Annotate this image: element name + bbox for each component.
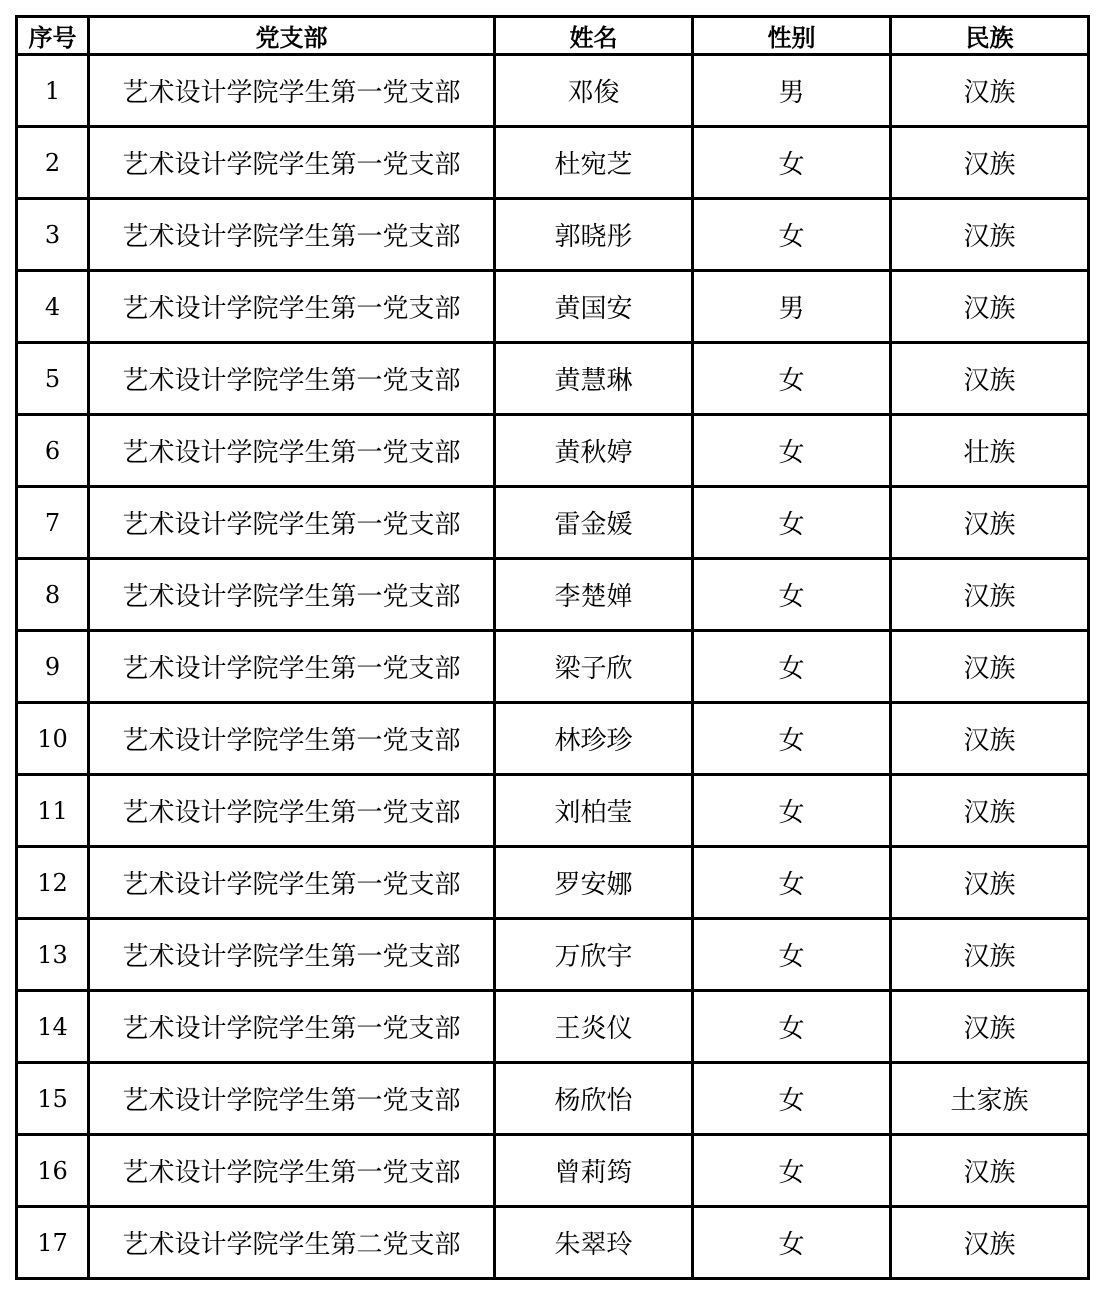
cell-name: 杨欣怡 xyxy=(495,1063,693,1135)
cell-gender: 女 xyxy=(693,415,891,487)
cell-serial: 3 xyxy=(17,199,89,271)
cell-serial: 15 xyxy=(17,1063,89,1135)
cell-ethnicity: 汉族 xyxy=(891,559,1089,631)
table-row xyxy=(17,559,1089,631)
table-row xyxy=(17,415,1089,487)
table-row xyxy=(17,55,1089,127)
cell-name: 杜宛芝 xyxy=(495,127,693,199)
cell-gender: 女 xyxy=(693,343,891,415)
table-row xyxy=(17,919,1089,991)
cell-serial: 17 xyxy=(17,1207,89,1279)
cell-branch: 艺术设计学院学生第一党支部 xyxy=(89,199,495,271)
cell-branch: 艺术设计学院学生第一党支部 xyxy=(89,847,495,919)
member-table xyxy=(15,15,1090,1280)
cell-serial: 2 xyxy=(17,127,89,199)
cell-name: 梁子欣 xyxy=(495,631,693,703)
cell-gender: 女 xyxy=(693,1135,891,1207)
cell-ethnicity: 汉族 xyxy=(891,703,1089,775)
cell-ethnicity: 汉族 xyxy=(891,775,1089,847)
cell-name: 万欣宇 xyxy=(495,919,693,991)
cell-ethnicity: 汉族 xyxy=(891,1135,1089,1207)
header-serial: 序号 xyxy=(17,17,89,55)
cell-serial: 14 xyxy=(17,991,89,1063)
cell-name: 朱翠玲 xyxy=(495,1207,693,1279)
cell-ethnicity: 汉族 xyxy=(891,847,1089,919)
cell-name: 曾莉筠 xyxy=(495,1135,693,1207)
header-branch: 党支部 xyxy=(89,17,495,55)
cell-name: 罗安娜 xyxy=(495,847,693,919)
cell-gender: 女 xyxy=(693,703,891,775)
cell-serial: 7 xyxy=(17,487,89,559)
cell-gender: 女 xyxy=(693,1207,891,1279)
header-ethnicity: 民族 xyxy=(891,17,1089,55)
cell-ethnicity: 汉族 xyxy=(891,1207,1089,1279)
cell-ethnicity: 汉族 xyxy=(891,199,1089,271)
cell-serial: 16 xyxy=(17,1135,89,1207)
cell-name: 王炎仪 xyxy=(495,991,693,1063)
header-gender: 性别 xyxy=(693,17,891,55)
table-row xyxy=(17,1063,1089,1135)
table-row xyxy=(17,991,1089,1063)
cell-name: 林珍珍 xyxy=(495,703,693,775)
cell-serial: 9 xyxy=(17,631,89,703)
table-row xyxy=(17,1135,1089,1207)
cell-serial: 8 xyxy=(17,559,89,631)
cell-branch: 艺术设计学院学生第二党支部 xyxy=(89,1207,495,1279)
cell-gender: 女 xyxy=(693,775,891,847)
table-row xyxy=(17,631,1089,703)
cell-name: 郭晓彤 xyxy=(495,199,693,271)
table-row xyxy=(17,847,1089,919)
cell-ethnicity: 汉族 xyxy=(891,271,1089,343)
cell-branch: 艺术设计学院学生第一党支部 xyxy=(89,271,495,343)
cell-gender: 女 xyxy=(693,199,891,271)
cell-branch: 艺术设计学院学生第一党支部 xyxy=(89,415,495,487)
cell-serial: 4 xyxy=(17,271,89,343)
cell-ethnicity: 汉族 xyxy=(891,919,1089,991)
cell-gender: 女 xyxy=(693,991,891,1063)
cell-branch: 艺术设计学院学生第一党支部 xyxy=(89,559,495,631)
cell-branch: 艺术设计学院学生第一党支部 xyxy=(89,127,495,199)
cell-gender: 女 xyxy=(693,919,891,991)
cell-name: 黄国安 xyxy=(495,271,693,343)
cell-branch: 艺术设计学院学生第一党支部 xyxy=(89,703,495,775)
cell-ethnicity: 汉族 xyxy=(891,343,1089,415)
cell-name: 黄慧琳 xyxy=(495,343,693,415)
table-row xyxy=(17,199,1089,271)
table-row xyxy=(17,487,1089,559)
table-body xyxy=(17,55,1089,1279)
cell-gender: 女 xyxy=(693,127,891,199)
cell-serial: 5 xyxy=(17,343,89,415)
cell-ethnicity: 汉族 xyxy=(891,55,1089,127)
table-row xyxy=(17,703,1089,775)
cell-gender: 女 xyxy=(693,559,891,631)
cell-branch: 艺术设计学院学生第一党支部 xyxy=(89,343,495,415)
cell-branch: 艺术设计学院学生第一党支部 xyxy=(89,919,495,991)
cell-branch: 艺术设计学院学生第一党支部 xyxy=(89,1063,495,1135)
cell-gender: 女 xyxy=(693,631,891,703)
cell-serial: 1 xyxy=(17,55,89,127)
cell-branch: 艺术设计学院学生第一党支部 xyxy=(89,775,495,847)
cell-gender: 女 xyxy=(693,1063,891,1135)
header-name: 姓名 xyxy=(495,17,693,55)
cell-serial: 10 xyxy=(17,703,89,775)
cell-ethnicity: 土家族 xyxy=(891,1063,1089,1135)
cell-serial: 6 xyxy=(17,415,89,487)
cell-name: 黄秋婷 xyxy=(495,415,693,487)
table-row xyxy=(17,271,1089,343)
cell-name: 刘柏莹 xyxy=(495,775,693,847)
cell-name: 邓俊 xyxy=(495,55,693,127)
table-row xyxy=(17,127,1089,199)
cell-branch: 艺术设计学院学生第一党支部 xyxy=(89,55,495,127)
cell-ethnicity: 汉族 xyxy=(891,487,1089,559)
table-row xyxy=(17,775,1089,847)
cell-ethnicity: 汉族 xyxy=(891,631,1089,703)
cell-serial: 11 xyxy=(17,775,89,847)
cell-branch: 艺术设计学院学生第一党支部 xyxy=(89,487,495,559)
table-header xyxy=(17,17,1089,55)
cell-name: 李楚婵 xyxy=(495,559,693,631)
header-row xyxy=(17,17,1089,55)
cell-branch: 艺术设计学院学生第一党支部 xyxy=(89,631,495,703)
cell-ethnicity: 汉族 xyxy=(891,991,1089,1063)
cell-ethnicity: 壮族 xyxy=(891,415,1089,487)
cell-name: 雷金媛 xyxy=(495,487,693,559)
table-row xyxy=(17,1207,1089,1279)
cell-gender: 男 xyxy=(693,271,891,343)
cell-gender: 女 xyxy=(693,847,891,919)
cell-ethnicity: 汉族 xyxy=(891,127,1089,199)
cell-gender: 男 xyxy=(693,55,891,127)
cell-gender: 女 xyxy=(693,487,891,559)
cell-branch: 艺术设计学院学生第一党支部 xyxy=(89,1135,495,1207)
table-row xyxy=(17,343,1089,415)
cell-serial: 13 xyxy=(17,919,89,991)
cell-branch: 艺术设计学院学生第一党支部 xyxy=(89,991,495,1063)
cell-serial: 12 xyxy=(17,847,89,919)
